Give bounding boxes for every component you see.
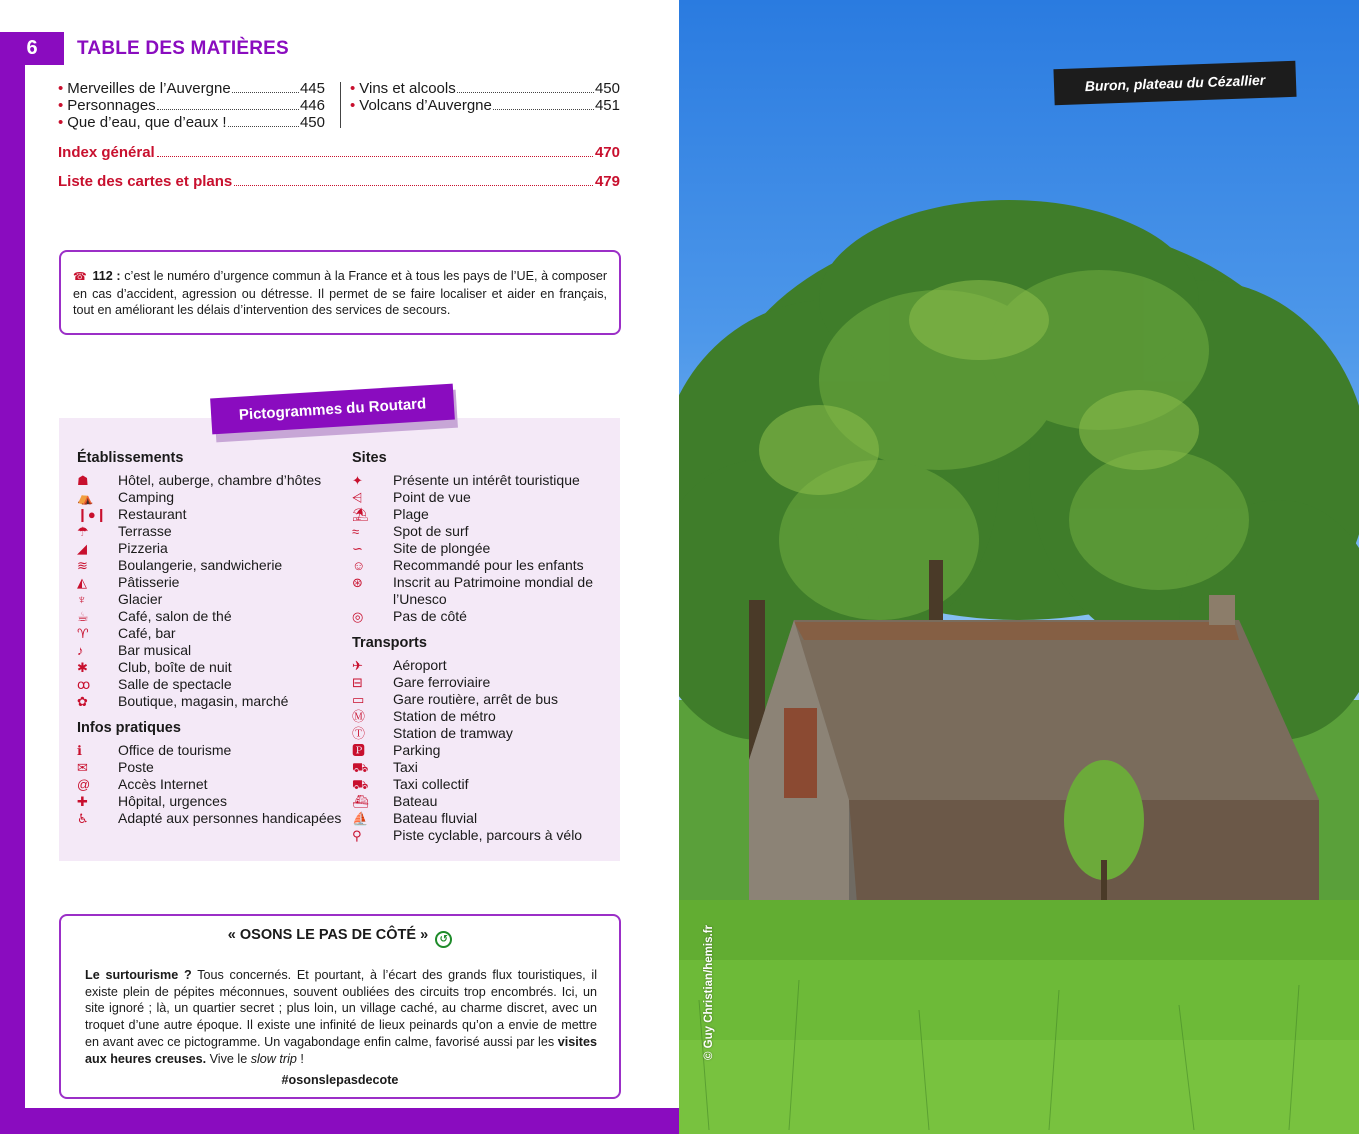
transports-list bbox=[352, 657, 620, 844]
offbeat-icon: ◎ bbox=[352, 609, 364, 624]
camping-icon: ⛺ bbox=[77, 490, 94, 505]
taxi-icon: ⛟ bbox=[352, 760, 369, 775]
landscape-photo bbox=[679, 0, 1359, 1134]
pictogram-row bbox=[352, 708, 620, 725]
parking-icon: 🅿 bbox=[352, 743, 366, 758]
wheelchair-icon: ♿ bbox=[77, 811, 89, 826]
pictogram-row bbox=[352, 506, 620, 523]
pictogram-label: Point de vue bbox=[393, 489, 471, 505]
pictograms-column-2 bbox=[352, 450, 620, 844]
osons-end: ! bbox=[296, 1051, 304, 1066]
pictogram-row bbox=[352, 557, 620, 574]
toc-column-2 bbox=[340, 80, 620, 114]
pictogram-label: Boutique, magasin, marché bbox=[118, 693, 289, 709]
etablissements-list bbox=[77, 472, 342, 710]
pictogram-row bbox=[77, 591, 342, 608]
pictogram-row bbox=[352, 674, 620, 691]
pictogram-label: Bateau fluvial bbox=[393, 810, 478, 826]
hospital-icon: ✚ bbox=[77, 794, 88, 809]
terrace-icon: ☂ bbox=[77, 524, 89, 539]
pictogram-row bbox=[77, 659, 342, 676]
glass-icon: ♈ bbox=[77, 626, 89, 641]
beach-icon: ⛱ bbox=[352, 507, 369, 522]
pictogram-row bbox=[77, 776, 342, 793]
bike-icon: ⚲ bbox=[352, 828, 362, 843]
pictogram-label: Site de plongée bbox=[393, 540, 491, 556]
osons-title bbox=[61, 927, 619, 948]
osons-body bbox=[85, 967, 597, 1067]
pictogram-label: Café, salon de thé bbox=[118, 608, 232, 624]
toc-index-label: Index général bbox=[58, 144, 155, 161]
pictogram-row bbox=[77, 557, 342, 574]
pictogram-label: Pizzeria bbox=[118, 540, 168, 556]
pictogram-row bbox=[352, 759, 620, 776]
pictogram-label: Pâtisserie bbox=[118, 574, 180, 590]
theatre-icon: ꝏ bbox=[77, 677, 91, 692]
pictogram-row bbox=[352, 489, 620, 506]
section-title-sites: Sites bbox=[352, 450, 387, 466]
bakery-icon: ≋ bbox=[77, 558, 88, 573]
surf-icon: ≈ bbox=[352, 524, 360, 539]
section-title-etablissements: Établissements bbox=[77, 450, 184, 466]
pictogram-label: Hôtel, auberge, chambre d’hôtes bbox=[118, 472, 322, 488]
pictogram-row bbox=[77, 523, 342, 540]
pictograms-column-1 bbox=[77, 450, 342, 827]
pictogram-row bbox=[77, 693, 342, 710]
pictogram-label: Taxi bbox=[393, 759, 418, 775]
osons-hashtag: #osonslepasdecote bbox=[281, 1073, 399, 1087]
diving-icon: ∽ bbox=[352, 541, 363, 556]
pictogram-label: Office de tourisme bbox=[118, 742, 232, 758]
at-icon: @ bbox=[77, 777, 91, 792]
emergency-text: c’est le numéro d’urgence commun à la France et à tous les pays de l’UE, à composer en cas d’accident, agression ou détresse. Il permet de se faire localiser et aider en français, tout en améliorant les délais d’intervention des services de secours. bbox=[73, 269, 608, 317]
pictogram-label: Restaurant bbox=[118, 506, 187, 522]
pictogram-label: Poste bbox=[118, 759, 154, 775]
pictogram-row bbox=[352, 725, 620, 742]
pastry-icon: ◭ bbox=[77, 575, 87, 590]
attraction-icon: ✦ bbox=[352, 473, 363, 488]
photo-caption: Buron, plateau du Cézallier bbox=[1053, 61, 1296, 105]
pictogram-label: Présente un intérêt touristique bbox=[393, 472, 580, 488]
sites-list bbox=[352, 472, 620, 625]
page-edge-bar bbox=[0, 32, 25, 1134]
pictogram-label: Salle de spectacle bbox=[118, 676, 232, 692]
pictogram-label: Terrasse bbox=[118, 523, 172, 539]
toc-maps-page: 479 bbox=[594, 173, 620, 190]
pictogram-row bbox=[77, 759, 342, 776]
pictogram-label: Piste cyclable, parcours à vélo bbox=[393, 827, 583, 843]
dance-icon: ✱ bbox=[77, 660, 88, 675]
shop-icon: ✿ bbox=[77, 694, 88, 709]
pictogram-label: Adapté aux personnes handicapées bbox=[118, 810, 342, 826]
emergency-number: 112 : bbox=[92, 269, 121, 283]
bus-icon: ▭ bbox=[352, 692, 365, 707]
toc-column-1 bbox=[58, 80, 325, 131]
pictogram-label: Café, bar bbox=[118, 625, 176, 641]
pictogram-row bbox=[352, 810, 620, 827]
pictogram-row bbox=[77, 642, 342, 659]
pictogram-row bbox=[352, 793, 620, 810]
viewpoint-icon: ⩤ bbox=[352, 490, 363, 505]
children-icon: ☺ bbox=[352, 558, 366, 573]
pizza-icon: ◢ bbox=[77, 541, 87, 556]
osons-text-2: Vive le bbox=[206, 1051, 251, 1066]
toc-index-page: 470 bbox=[594, 144, 620, 161]
pictogram-label: Gare ferroviaire bbox=[393, 674, 491, 690]
pictogram-row bbox=[77, 676, 342, 693]
page-number: 6 bbox=[0, 32, 64, 65]
pictogram-row bbox=[352, 691, 620, 708]
pictogram-label: Inscrit au Patrimoine mondial de l’Unesco bbox=[393, 574, 593, 607]
pictogram-label: Spot de surf bbox=[393, 523, 469, 539]
music-icon: ♪ bbox=[77, 643, 84, 658]
pictogram-label: Aéroport bbox=[393, 657, 447, 673]
photo-page bbox=[679, 0, 1359, 1134]
pictogram-label: Gare routière, arrêt de bus bbox=[393, 691, 558, 707]
pictogram-row bbox=[77, 625, 342, 642]
toc-entry[interactable]: • Vins et alcools 450 bbox=[350, 80, 620, 97]
pictogram-label: Pas de côté bbox=[393, 608, 467, 624]
pictogram-row bbox=[77, 608, 342, 625]
unesco-icon: ⊛ bbox=[352, 575, 363, 590]
pictogram-label: Club, boîte de nuit bbox=[118, 659, 232, 675]
pictogram-row bbox=[77, 742, 342, 759]
metro-icon: Ⓜ bbox=[352, 709, 366, 724]
pictogram-row bbox=[352, 742, 620, 759]
shared-taxi-icon: ⛟ bbox=[352, 777, 369, 792]
section-title-infos: Infos pratiques bbox=[77, 720, 181, 736]
pictogram-row bbox=[352, 657, 620, 674]
pictogram-label: Glacier bbox=[118, 591, 163, 607]
osons-bold: visites aux heures creuses. bbox=[85, 1034, 597, 1066]
train-icon: ⊟ bbox=[352, 675, 363, 690]
left-page bbox=[0, 0, 679, 1134]
phone-icon: ☎ bbox=[73, 271, 87, 283]
toc-entry[interactable]: • Merveilles de l’Auvergne 445 bbox=[58, 80, 325, 97]
infos-list bbox=[77, 742, 342, 827]
pictogram-label: Station de métro bbox=[393, 708, 496, 724]
toc-entry[interactable]: • Volcans d’Auvergne 451 bbox=[350, 97, 620, 114]
pictogram-label: Plage bbox=[393, 506, 429, 522]
page-title: TABLE DES MATIÈRES bbox=[77, 38, 289, 59]
osons-lead: Le surtourisme ? bbox=[85, 968, 192, 982]
toc-maps-label: Liste des cartes et plans bbox=[58, 173, 233, 190]
river-boat-icon: ⛵ bbox=[352, 811, 369, 826]
pictogram-row bbox=[77, 574, 342, 591]
pictogram-label: Taxi collectif bbox=[393, 776, 469, 792]
pictogram-row bbox=[77, 489, 342, 506]
coffee-icon: ☕ bbox=[77, 609, 89, 624]
ice-cream-icon: ♆ bbox=[77, 592, 87, 607]
toc-maps-entry[interactable] bbox=[58, 173, 620, 190]
pictogram-row bbox=[352, 608, 620, 625]
emergency-box bbox=[59, 250, 621, 335]
info-icon: ℹ bbox=[77, 743, 82, 758]
tram-icon: Ⓣ bbox=[352, 726, 366, 741]
toc-index-entry[interactable] bbox=[58, 144, 620, 161]
pictogram-label: Station de tramway bbox=[393, 725, 513, 741]
pictogram-row bbox=[77, 793, 342, 810]
pictogram-label: Boulangerie, sandwicherie bbox=[118, 557, 283, 573]
osons-italic: slow trip bbox=[250, 1051, 297, 1066]
pictogram-row bbox=[352, 776, 620, 793]
osons-text-1: Tous concernés. Et pourtant, à l’écart des grands flux touristiques, il existe plein de pépites méconnues, souvent oubliées des circuits trop encombrés. Ici, un site ignoré ; là, un quartier secret ; plus loin, un village caché, au charme discret, avec un troquet d’une autre époque. Il existe une infinité de lieux peinards qu’on a envie de mettre en avant avec ce pictogramme. Un vagabondage enfin calme, favorisé aussi par les bbox=[85, 968, 597, 1049]
pictogram-label: Parking bbox=[393, 742, 441, 758]
pictogram-row bbox=[352, 827, 620, 844]
hotel-icon: ☗ bbox=[77, 473, 89, 488]
pictogram-label: Hôpital, urgences bbox=[118, 793, 227, 809]
page-bottom-bar bbox=[0, 1108, 679, 1134]
photo-credit: © Guy Christian/hemis.fr bbox=[703, 924, 715, 1060]
pictogram-row bbox=[352, 540, 620, 557]
pictogram-row bbox=[77, 472, 342, 489]
osons-box bbox=[59, 914, 621, 1099]
toc-continuation bbox=[58, 80, 620, 130]
plane-icon: ✈ bbox=[352, 658, 363, 673]
pictogram-label: Accès Internet bbox=[118, 776, 208, 792]
pictogram-row bbox=[352, 472, 620, 489]
pictogram-row bbox=[77, 540, 342, 557]
section-title-transports: Transports bbox=[352, 635, 427, 651]
toc-entry[interactable]: • Personnages 446 bbox=[58, 97, 325, 114]
mail-icon: ✉ bbox=[77, 760, 88, 775]
pictogram-label: Camping bbox=[118, 489, 175, 505]
pictogram-label: Recommandé pour les enfants bbox=[393, 557, 584, 573]
osons-title-text: « OSONS LE PAS DE CÔTÉ » bbox=[227, 927, 429, 943]
pictogram-row bbox=[352, 523, 620, 540]
pictograms-tag: Pictogrammes du Routard bbox=[210, 384, 455, 435]
restaurant-icon: ❙●❙ bbox=[77, 507, 107, 522]
offbeat-icon: ↺ bbox=[435, 931, 452, 948]
pictogram-row bbox=[77, 810, 342, 827]
pictogram-row bbox=[77, 506, 342, 523]
pictogram-label: Bar musical bbox=[118, 642, 192, 658]
boat-icon: ⛴ bbox=[352, 794, 369, 809]
pictogram-row bbox=[352, 574, 620, 608]
pictogram-label: Bateau bbox=[393, 793, 438, 809]
toc-entry[interactable]: • Que d’eau, que d’eaux ! 450 bbox=[58, 114, 325, 131]
